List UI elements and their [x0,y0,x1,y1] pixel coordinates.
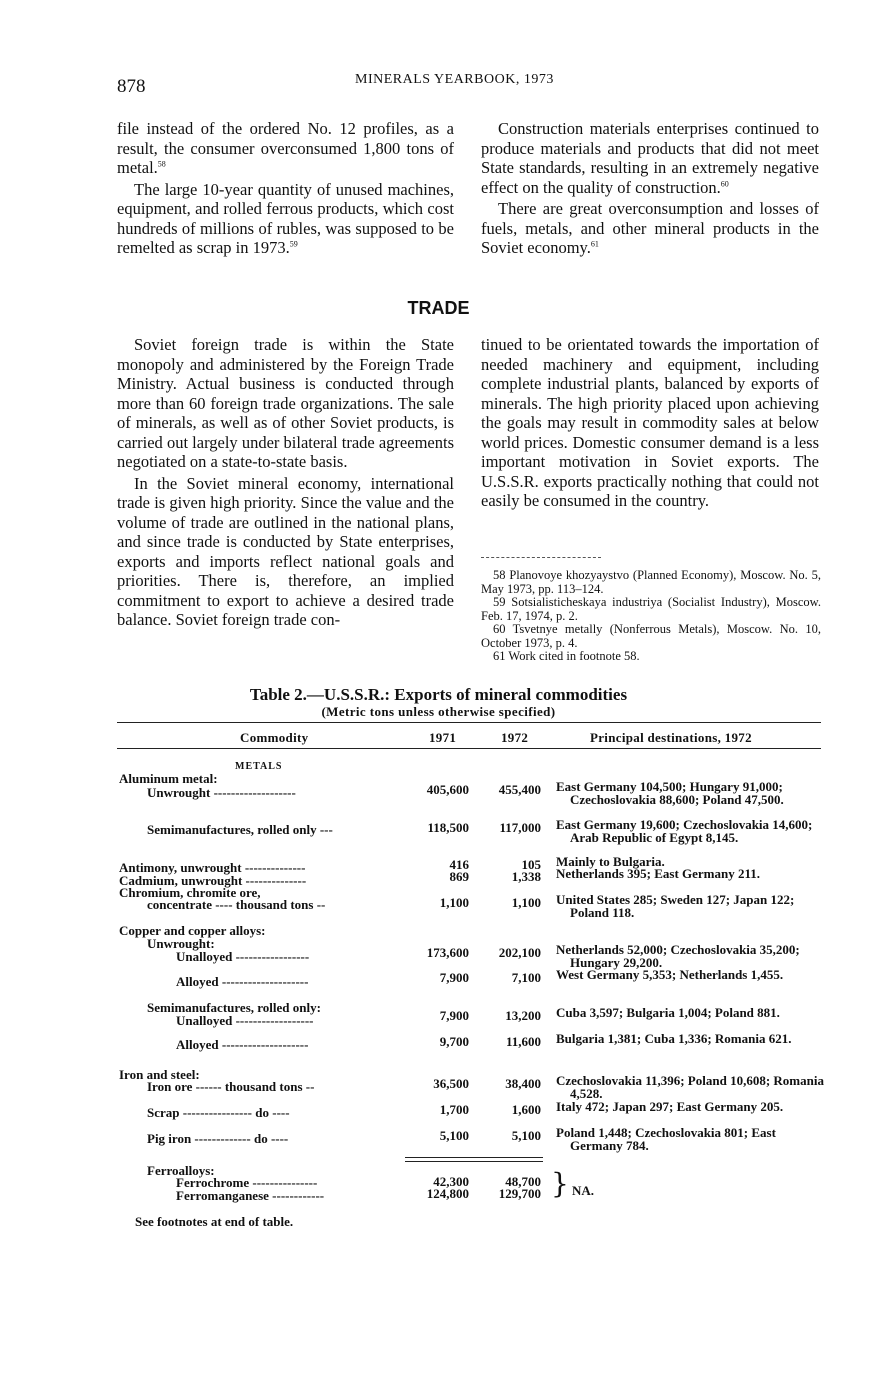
row-label: Iron and steel: [119,1067,200,1082]
row-label: Unalloyed ----------------- [176,949,310,964]
footnote: 58 Planovoye khozyaystvo (Planned Economy), Moscow. No. 5, May 1973, pp. 113–124. [481,568,821,596]
row-label: Unwrought: [147,936,215,951]
footnote: 61 Work cited in footnote 58. [493,649,640,663]
value-1971: 173,600 [426,945,469,960]
group-heading: METALS [235,761,283,772]
destinations: Italy 472; Japan 297; East Germany 205. [556,1099,784,1114]
value-1972: 129,700 [498,1186,541,1201]
paragraph: Soviet foreign trade is within the State monopoly and administered by the Foreign Trade Ministry. Actual business is conducted through more than 60 foreign trade organizations. The sale of minerals, as well as of other Soviet products, is carried out largely under bilateral trade agreements negotiated on a state-to-state basis. [117,335,454,471]
value-1972: 13,200 [505,1008,541,1023]
destinations: Czechoslovakia 11,396; Poland 10,608; Romania 4,528. [556,1073,824,1101]
table-header-rule [117,748,821,749]
value-1972: 455,400 [498,782,541,797]
value-1971: 416 [449,857,469,872]
value-1972: 7,100 [511,970,541,985]
trade-right-column [481,335,819,511]
column-header-commodity: Commodity [240,730,309,745]
row-label: concentrate ---- thousand tons -- [147,897,326,912]
paragraph: The large 10-year quantity of unused machines, equipment, and rolled ferrous products, which cost hundreds of millions of rubles, was supposed to be remelted as scrap in 1973.59 [117,179,454,257]
destinations: Netherlands 52,000; Czechoslovakia 35,200; Hungary 29,200. [556,942,800,970]
row-label: Antimony, unwrought -------------- [119,860,306,875]
destinations: Mainly to Bulgaria. [556,854,665,869]
row-label: Copper and copper alloys: [119,923,266,938]
double-rule [405,1157,543,1162]
column-header-destinations: Principal destinations, 1972 [590,730,752,745]
row-label: Iron ore ------ thousand tons -- [147,1079,315,1094]
value-1971: 124,800 [426,1186,469,1201]
destinations: NA. [572,1183,595,1198]
value-1972: 38,400 [505,1076,541,1091]
value-1972: 117,000 [499,820,541,835]
footnote: 60 Tsvetnye metally (Nonferrous Metals), Moscow. No. 10, October 1973, p. 4. [481,622,821,650]
row-label: Unwrought ------------------- [147,785,296,800]
destinations: Poland 1,448; Czechoslovakia 801; East Germany 784. [556,1125,776,1153]
table-subtitle: (Metric tons unless otherwise specified) [321,704,556,719]
section-heading: TRADE [407,298,470,318]
row-label: Aluminum metal: [119,771,218,786]
destinations: United States 285; Sweden 127; Japan 122; Poland 118. [556,892,795,920]
value-1971: 405,600 [426,782,469,797]
destinations: East Germany 104,500; Hungary 91,000; Czechoslovakia 88,600; Poland 47,500. [556,779,784,807]
top-right-column [481,119,819,258]
value-1972: 5,100 [511,1128,541,1143]
trade-left-column [117,335,454,630]
destinations: East Germany 19,600; Czechoslovakia 14,600; Arab Republic of Egypt 8,145. [556,817,813,845]
value-1972: 11,600 [505,1034,541,1049]
row-label: Alloyed -------------------- [176,974,309,989]
footnote-ref: 58 [157,159,166,169]
paragraph: In the Soviet mineral economy, international trade is given high priority. Since the value and the volume of trade are outlined in the national plans, and since trade is conducted by State enterprises, exports and imports reflect national goals and priorities. There is, therefore, an implied commitment to export to achieve a desired trade balance. Soviet foreign trade con- [117,473,454,629]
row-label: Ferromanganese ------------ [176,1188,325,1203]
paragraph: Construction materials enterprises continued to produce materials and products that did not meet State standards, resulting in an extremely negative effect on the quality of construction.$^{60}$ [481,119,819,197]
destinations: West Germany 5,353; Netherlands 1,455. [556,967,784,982]
value-1971: 7,900 [439,1008,469,1023]
value-1971: 7,900 [439,970,469,985]
row-label: Chromium, chromite ore, [119,885,261,900]
value-1972: 1,338 [511,869,541,884]
value-1972: 1,600 [511,1102,541,1117]
row-label: Ferrochrome --------------- [176,1175,318,1190]
value-1971: 42,300 [433,1174,469,1189]
row-label: Semimanufactures, rolled only --- [147,822,333,837]
column-header-1971: 1971 [429,730,457,745]
row-label: Pig iron ------------- do ---- [147,1131,289,1146]
value-1972: 202,100 [498,945,541,960]
footnote-ref: 61 [590,239,599,249]
page-number: 878 [117,76,146,97]
table-title: Table 2.—U.S.S.R.: Exports of mineral commodities [249,685,628,704]
row-label: Cadmium, unwrought -------------- [119,873,307,888]
destinations: Cuba 3,597; Bulgaria 1,004; Poland 881. [556,1005,780,1020]
value-1971: 9,700 [439,1034,469,1049]
footnote-divider [481,557,601,558]
paragraph: There are great overconsumption and losses of fuels, metals, and other mineral products in the Soviet economy.$^{61}$ [481,199,819,257]
value-1971: 118,500 [427,820,469,835]
table-footnote-ref: See footnotes at end of table. [135,1214,294,1229]
footnotes [481,569,821,664]
value-1971: 5,100 [439,1128,469,1143]
row-label: Alloyed -------------------- [176,1037,309,1052]
value-1971: 869 [449,869,469,884]
value-1971: 36,500 [433,1076,469,1091]
paragraph: file instead of the ordered No. 12 profiles, as a result, the consumer overconsumed 1,800 tons of metal.$^{58}$ [117,119,454,177]
destinations: Netherlands 395; East Germany 211. [556,866,761,881]
table-top-rule [117,722,821,723]
footnote-ref: 60 [720,179,729,188]
value-1972: 105 [521,857,541,872]
value-1971: 1,700 [439,1102,469,1117]
value-1972: 1,100 [511,895,541,910]
row-label: Scrap ---------------- do ---- [147,1105,290,1120]
footnote: 59 Sotsialisticheskaya industriya (Socialist Industry), Moscow. Feb. 17, 1974, p. 2. [481,595,821,623]
footnote-ref: 59 [289,239,298,249]
value-1971: 1,100 [439,895,469,910]
running-title: MINERALS YEARBOOK, 1973 [355,72,554,87]
top-left-column [117,119,454,258]
column-header-1972: 1972 [501,730,529,745]
paragraph: tinued to be orientated towards the importation of needed machinery and equipment, including complete industrial plants, balanced by exports of minerals. The high priority placed upon achieving the goals may result in commodity sales at below world prices. Domestic consumer demand is a less important motivation in Soviet exports. The U.S.S.R. exports practically nothing that could not easily be consumed in the country. [481,335,819,510]
row-label: Ferroalloys: [147,1163,215,1178]
row-label: Semimanufactures, rolled only: [147,1000,321,1015]
value-1972: 48,700 [505,1174,541,1189]
row-label: Unalloyed ------------------ [176,1013,314,1028]
brace-glyph: } [551,1167,569,1200]
destinations: Bulgaria 1,381; Cuba 1,336; Romania 621. [556,1031,792,1046]
